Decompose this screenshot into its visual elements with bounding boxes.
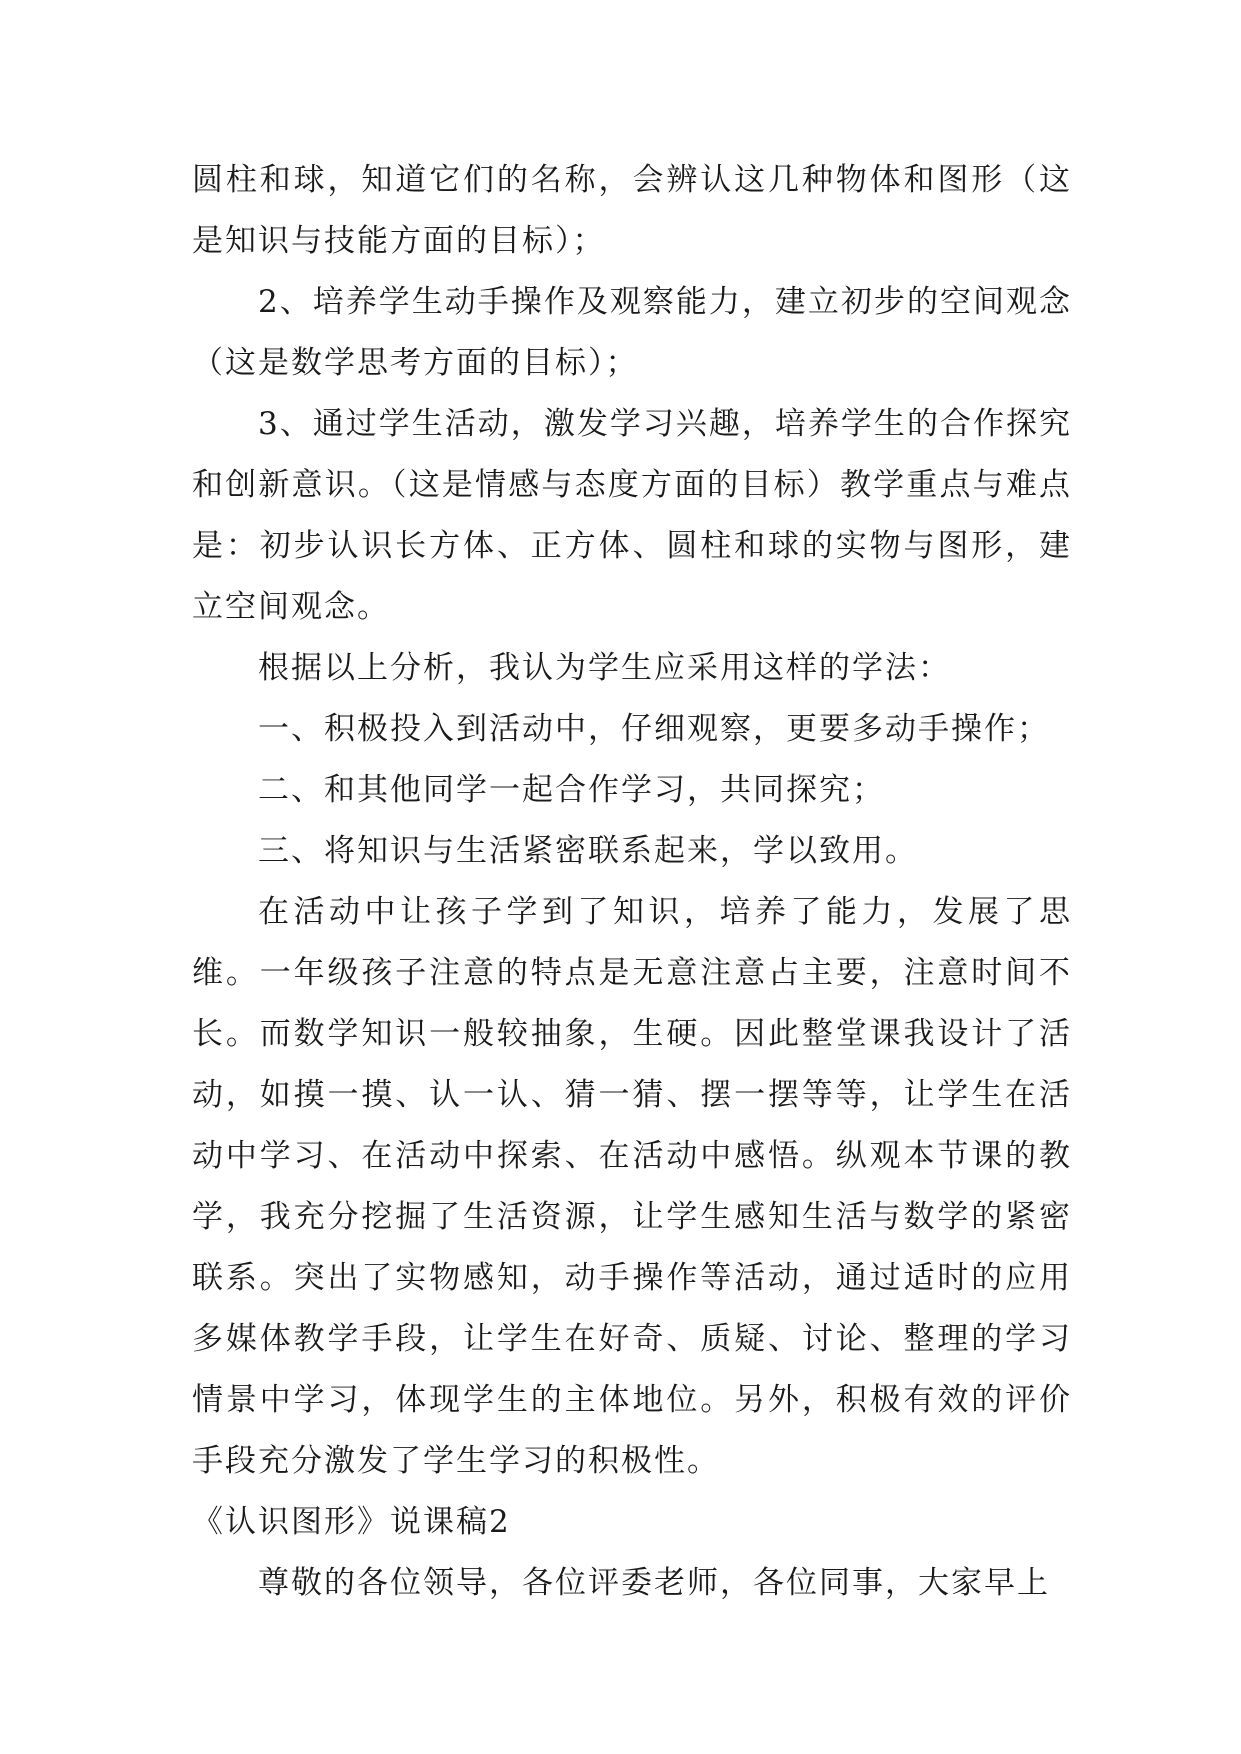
paragraph-learning-method-intro: 根据以上分析，我认为学生应采用这样的学法：	[258, 650, 951, 686]
document-body	[192, 150, 1072, 1614]
paragraph-objectives-continued: 圆柱和球，知道它们的名称，会辨认这几种物体和图形（这是知识与技能方面的目标）；	[192, 162, 1072, 259]
paragraph-objective-3: 3、通过学生活动，激发学习兴趣，培养学生的合作探究和创新意识。（这是情感与态度方面的目标）教学重点与难点是：初步认识长方体、正方体、圆柱和球的实物与图形，建立空间观念。	[192, 406, 1072, 625]
paragraph-summary: 在活动中让孩子学到了知识，培养了能力，发展了思维。一年级孩子注意的特点是无意注意占主要，注意时间不长。而数学知识一般较抽象，生硬。因此整堂课我设计了活动，如摸一摸、认一认、猜一猜、摆一摆等等，让学生在活动中学习、在活动中探索、在活动中感悟。纵观本节课的教学，我充分挖掘了生活资源，让学生感知生活与数学的紧密联系。突出了实物感知，动手操作等活动，通过适时的应用多媒体教学手段，让学生在好奇、质疑、讨论、整理的学习情景中学习，体现学生的主体地位。另外，积极有效的评价手段充分激发了学生学习的积极性。	[192, 894, 1072, 1479]
paragraph-method-1: 一、积极投入到活动中，仔细观察，更要多动手操作；	[258, 711, 1050, 747]
paragraph-greeting: 尊敬的各位领导，各位评委老师，各位同事，大家早上	[258, 1565, 1050, 1601]
paragraph-method-3: 三、将知识与生活紧密联系起来，学以致用。	[258, 833, 918, 869]
paragraph-objective-2: 2、培养学生动手操作及观察能力，建立初步的空间观念（这是数学思考方面的目标）；	[192, 284, 1072, 381]
paragraph-method-2: 二、和其他同学一起合作学习，共同探究；	[258, 772, 885, 808]
section-title: 《认识图形》说课稿2	[192, 1504, 511, 1540]
